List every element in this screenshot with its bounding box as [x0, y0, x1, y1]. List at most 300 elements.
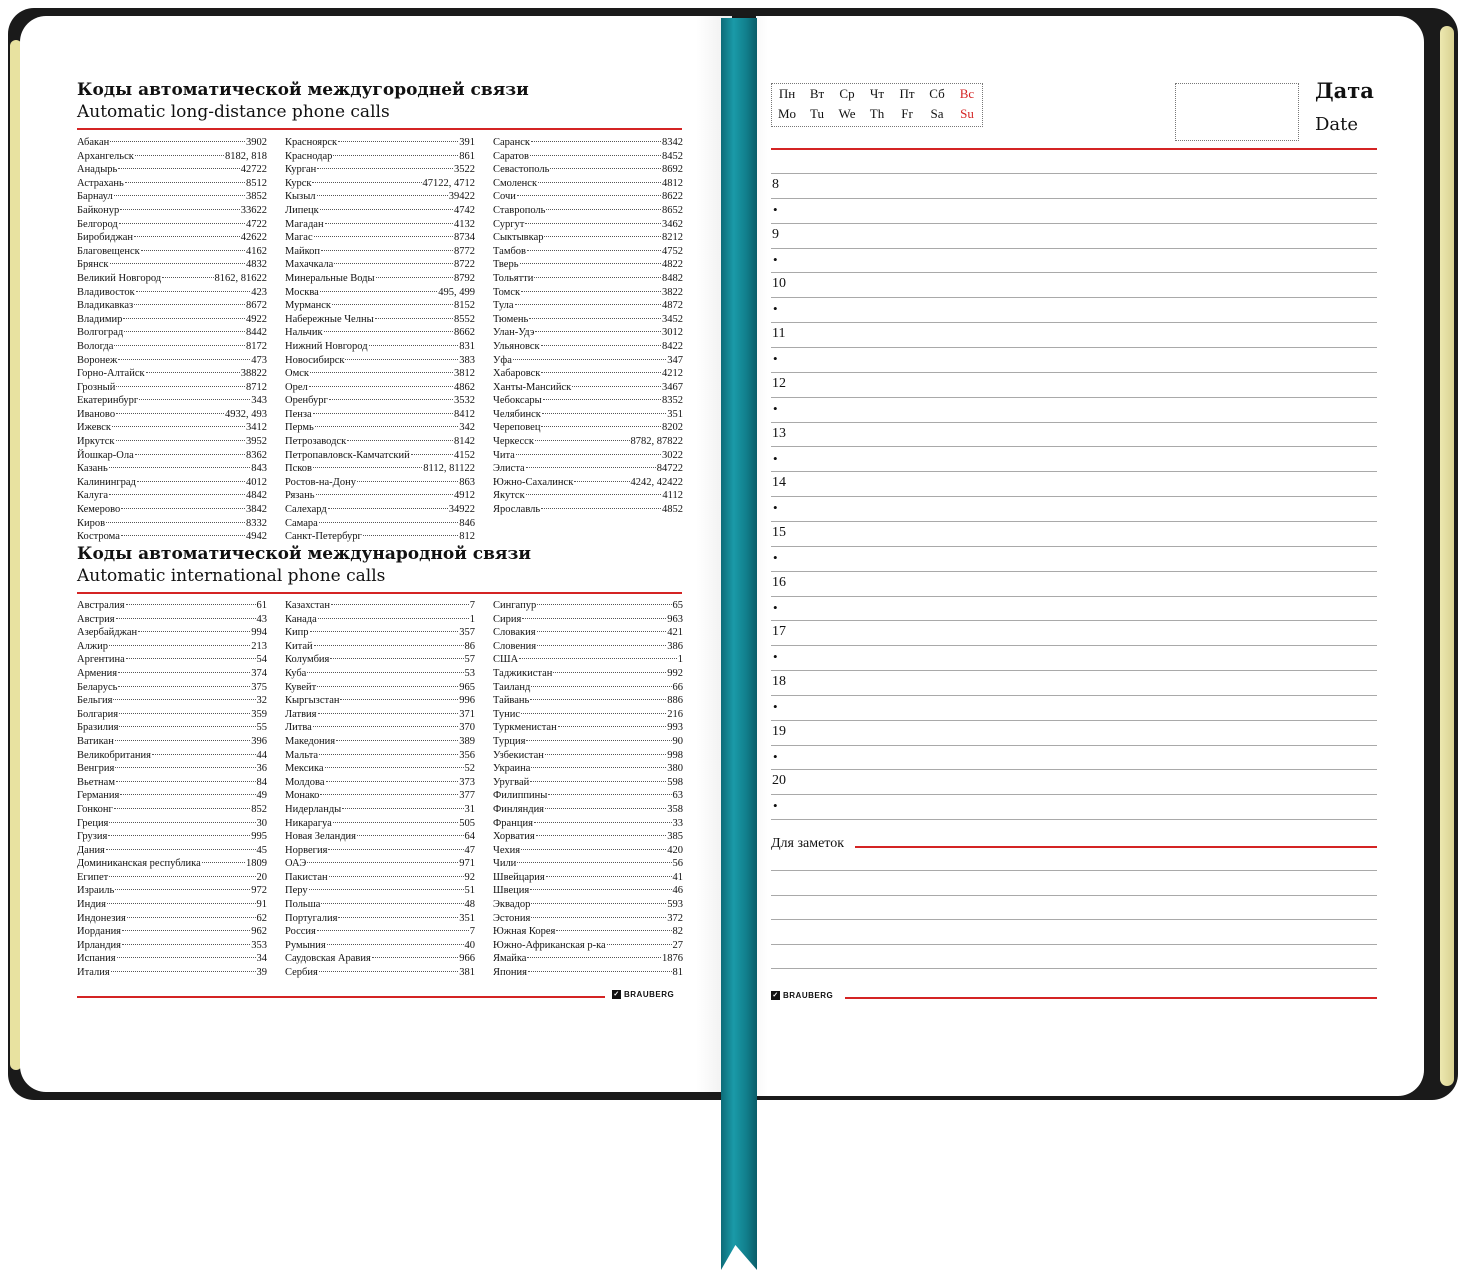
- dot-leader: [123, 318, 245, 319]
- dot-leader: [122, 944, 250, 945]
- dot-leader: [527, 957, 661, 958]
- bookmark-ribbon[interactable]: [721, 18, 757, 1270]
- code-entry: [493, 844, 683, 858]
- entry-name: Смоленск: [493, 177, 538, 189]
- dot-leader: [521, 849, 666, 850]
- dot-leader: [162, 277, 213, 278]
- code-entry: [493, 749, 683, 763]
- code-entry: [493, 503, 683, 517]
- entry-code: 8212: [662, 232, 683, 244]
- entry-name: Сирия: [493, 613, 522, 625]
- dot-leader: [328, 508, 448, 509]
- code-entry: [493, 640, 683, 654]
- entry-name: Румыния: [285, 939, 326, 951]
- entry-name: Кострома: [77, 531, 120, 543]
- dot-leader: [135, 155, 224, 156]
- code-entry: [77, 653, 267, 667]
- entry-name: Магадан: [285, 218, 324, 230]
- entry-code: 8162, 81622: [214, 272, 267, 284]
- dot-leader: [345, 359, 458, 360]
- dot-leader: [317, 686, 458, 687]
- entry-name: Россия: [285, 926, 316, 938]
- ruled-line: [771, 720, 1377, 721]
- entry-name: Пермь: [285, 422, 314, 434]
- entry-name: Минеральные Воды: [285, 272, 375, 284]
- entry-name: Магас: [285, 232, 313, 244]
- entry-code: 8342: [662, 137, 683, 148]
- entry-code: 8652: [662, 204, 683, 216]
- code-entry: [77, 489, 267, 503]
- code-entry: [77, 912, 267, 926]
- entry-name: Новосибирск: [285, 354, 345, 366]
- hour-label: 14: [772, 475, 786, 491]
- dot-leader: [318, 713, 459, 714]
- code-entry: [77, 817, 267, 831]
- entry-code: 8712: [246, 381, 267, 393]
- code-entry: [77, 789, 267, 803]
- code-entry: [285, 177, 475, 191]
- entry-code: 505: [459, 817, 475, 829]
- entry-name: Севастополь: [493, 164, 550, 176]
- code-entry: [285, 803, 475, 817]
- entry-name: Беларусь: [77, 681, 118, 693]
- code-entry: [77, 476, 267, 490]
- dot-leader: [553, 672, 666, 673]
- entry-code: 8422: [662, 340, 683, 352]
- code-entry: [77, 640, 267, 654]
- dot-leader: [538, 182, 661, 183]
- entry-name: Монако: [285, 790, 320, 802]
- entry-name: Астрахань: [77, 177, 124, 189]
- entry-name: Франция: [493, 817, 533, 829]
- code-entry: [493, 204, 683, 218]
- code-entry: [493, 150, 683, 164]
- code-entry: [77, 354, 267, 368]
- code-entry: [77, 150, 267, 164]
- long-distance-codes-column-2: [285, 136, 475, 544]
- entry-name: Болгария: [77, 708, 119, 720]
- entry-name: Сургут: [493, 218, 525, 230]
- entry-name: Петрозаводск: [285, 436, 347, 448]
- dot-leader: [116, 781, 256, 782]
- ruled-line: [771, 372, 1377, 373]
- bullet-point: •: [773, 748, 778, 764]
- dot-leader: [334, 263, 453, 264]
- code-entry: [77, 272, 267, 286]
- code-entry: [493, 476, 683, 490]
- entry-code: 356: [459, 749, 475, 761]
- code-entry: [493, 694, 683, 708]
- dot-leader: [522, 618, 666, 619]
- code-entry: [493, 681, 683, 695]
- code-entry: [285, 340, 475, 354]
- code-entry: [285, 326, 475, 340]
- entry-name: США: [493, 654, 519, 666]
- bullet-point: •: [773, 699, 778, 714]
- entry-code: 386: [667, 640, 683, 652]
- dot-leader: [340, 699, 458, 700]
- code-entry: [493, 599, 683, 613]
- right-footer-line: [845, 997, 1377, 999]
- entry-code: 994: [251, 627, 267, 639]
- dot-leader: [118, 359, 250, 360]
- entry-code: 55: [256, 722, 267, 734]
- code-entry: [77, 694, 267, 708]
- entry-code: 380: [667, 763, 683, 775]
- entry-name: Ставрополь: [493, 204, 546, 216]
- dot-leader: [375, 318, 453, 319]
- entry-code: 8182, 818: [225, 150, 267, 162]
- dot-leader: [531, 686, 671, 687]
- entry-name: Кемерово: [77, 504, 121, 516]
- code-entry: [77, 830, 267, 844]
- entry-name: Венгрия: [77, 763, 115, 775]
- code-entry: [285, 150, 475, 164]
- code-entry: [77, 163, 267, 177]
- dot-leader: [109, 822, 255, 823]
- ruled-line: [771, 596, 1377, 597]
- entry-name: Южно-Сахалинск: [493, 476, 574, 488]
- dot-leader: [328, 849, 463, 850]
- code-entry: [285, 421, 475, 435]
- bullet-point: •: [773, 549, 778, 565]
- dot-leader: [535, 331, 661, 332]
- entry-code: 8722: [454, 259, 475, 271]
- code-entry: [285, 449, 475, 463]
- brand-mark-icon: ✓: [613, 991, 620, 998]
- entry-name: Молдова: [285, 776, 325, 788]
- dot-leader: [541, 372, 661, 373]
- entry-name: Владикавказ: [77, 300, 134, 312]
- code-entry: [493, 177, 683, 191]
- dot-leader: [319, 971, 458, 972]
- entry-name: Липецк: [285, 204, 319, 216]
- entry-name: Улан-Удэ: [493, 327, 535, 339]
- entry-code: 4812: [662, 177, 683, 189]
- brand-mark-icon: ✓: [772, 992, 779, 999]
- left-footer-line: [77, 996, 605, 998]
- entry-code: 32: [256, 695, 267, 707]
- brand-name: BRAUBERG: [783, 991, 834, 1000]
- dot-leader: [317, 168, 453, 169]
- header-divider: [771, 148, 1377, 150]
- code-entry: [493, 735, 683, 749]
- entry-code: 377: [459, 790, 475, 802]
- entry-code: 42622: [240, 232, 267, 244]
- international-codes-column-2: [285, 599, 475, 980]
- dot-leader: [515, 304, 661, 305]
- dot-leader: [530, 155, 661, 156]
- entry-code: 998: [667, 749, 683, 761]
- entry-name: Великобритания: [77, 749, 151, 761]
- entry-code: 8202: [662, 422, 683, 434]
- entry-code: 8352: [662, 395, 683, 407]
- entry-code: 359: [251, 708, 267, 720]
- entry-name: Латвия: [285, 708, 317, 720]
- code-entry: [77, 190, 267, 204]
- hour-label: 8: [772, 177, 779, 192]
- dot-leader: [319, 522, 458, 523]
- entry-name: Египет: [77, 871, 109, 883]
- code-entry: [77, 231, 267, 245]
- code-entry: [493, 789, 683, 803]
- entry-code: 3462: [662, 218, 683, 230]
- right-page: [756, 16, 1424, 1096]
- entry-code: 4922: [246, 313, 267, 325]
- code-entry: [285, 354, 475, 368]
- entry-code: 420: [667, 844, 683, 856]
- code-entry: [285, 653, 475, 667]
- code-entry: [77, 721, 267, 735]
- entry-code: 63: [672, 790, 683, 802]
- weekday-mon-en: Mo: [777, 106, 797, 121]
- hour-label: 19: [772, 723, 786, 739]
- dot-leader: [114, 808, 250, 809]
- entry-code: 38822: [240, 368, 267, 380]
- entry-code: 342: [459, 422, 475, 434]
- entry-code: 8482: [662, 272, 683, 284]
- code-entry: [285, 313, 475, 327]
- entry-code: 421: [667, 627, 683, 639]
- entry-code: 84: [256, 776, 267, 788]
- entry-code: 1: [469, 613, 475, 625]
- code-entry: [285, 204, 475, 218]
- dot-leader: [330, 658, 463, 659]
- dot-leader: [519, 658, 677, 659]
- code-entry: [77, 218, 267, 232]
- weekday-mon-ru: Пн: [778, 86, 796, 101]
- brand-logo-right: [771, 991, 833, 1000]
- entry-code: 4842: [246, 490, 267, 502]
- entry-name: Сыктывкар: [493, 232, 544, 244]
- ruled-line: [771, 471, 1377, 472]
- entry-code: 358: [667, 803, 683, 815]
- entry-code: 8672: [246, 300, 267, 312]
- entry-name: Элиста: [493, 463, 525, 475]
- entry-code: 861: [459, 150, 475, 162]
- code-entry: [77, 762, 267, 776]
- entry-name: Орел: [285, 381, 308, 393]
- entry-code: 3812: [454, 368, 475, 380]
- dot-leader: [109, 467, 251, 468]
- code-entry: [77, 966, 267, 980]
- entry-code: 7: [469, 600, 475, 611]
- code-entry: [77, 857, 267, 871]
- entry-name: Майкоп: [285, 245, 321, 257]
- dot-leader: [317, 195, 448, 196]
- dot-leader: [307, 862, 458, 863]
- entry-code: 8172: [246, 340, 267, 352]
- entry-name: Таиланд: [493, 681, 531, 693]
- dot-leader: [537, 604, 671, 605]
- dot-leader: [152, 754, 256, 755]
- dot-leader: [521, 713, 666, 714]
- weekday-sat-ru: Сб: [929, 86, 945, 101]
- dot-leader: [314, 645, 464, 646]
- dot-leader: [121, 508, 245, 509]
- entry-code: 863: [459, 476, 475, 488]
- code-entry: [285, 613, 475, 627]
- entry-code: 8552: [454, 313, 475, 325]
- ruled-line: [771, 794, 1377, 795]
- notes-ruled-line: [771, 870, 1377, 871]
- entry-name: Кипр: [285, 627, 309, 639]
- code-entry: [77, 258, 267, 272]
- dot-leader: [607, 944, 672, 945]
- dot-leader: [357, 835, 464, 836]
- code-entry: [493, 966, 683, 980]
- entry-name: Кызыл: [285, 191, 316, 203]
- code-entry: [285, 286, 475, 300]
- code-entry: [77, 245, 267, 259]
- entry-name: Барнаул: [77, 191, 113, 203]
- code-entry: [493, 667, 683, 681]
- dot-leader: [324, 331, 453, 332]
- hour-label: 18: [772, 674, 786, 689]
- code-entry: [77, 204, 267, 218]
- notes-ruled-line: [771, 919, 1377, 920]
- code-entry: [77, 381, 267, 395]
- bullet-point: •: [773, 450, 778, 466]
- entry-name: Грозный: [77, 381, 116, 393]
- entry-code: 66: [672, 681, 683, 693]
- dot-leader: [331, 604, 469, 605]
- weekday-wed-en: We: [838, 106, 856, 121]
- entry-name: Мальта: [285, 749, 319, 761]
- entry-code: 1809: [246, 858, 267, 870]
- hour-label: 11: [772, 326, 786, 342]
- dot-leader: [534, 822, 672, 823]
- entry-code: 473: [251, 354, 267, 366]
- hour-label: 17: [772, 624, 786, 640]
- dot-leader: [325, 767, 464, 768]
- entry-code: 8152: [454, 300, 475, 312]
- entry-name: Аргентина: [77, 654, 125, 666]
- dot-leader: [110, 141, 245, 142]
- entry-name: Китай: [285, 640, 313, 652]
- entry-code: 33: [672, 817, 683, 829]
- entry-name: Биробиджан: [77, 232, 133, 244]
- code-entry: [77, 735, 267, 749]
- entry-code: 3852: [246, 191, 267, 203]
- entry-code: 92: [464, 871, 475, 883]
- entry-name: Екатеринбург: [77, 395, 139, 407]
- entry-name: Череповец: [493, 422, 541, 434]
- dot-leader: [517, 195, 661, 196]
- code-entry: [285, 721, 475, 735]
- entry-name: Воронеж: [77, 354, 118, 366]
- entry-code: 47122, 4712: [422, 177, 475, 189]
- entry-name: Филиппины: [493, 790, 548, 802]
- dot-leader: [312, 182, 421, 183]
- entry-name: Челябинск: [493, 408, 541, 420]
- entry-code: 351: [667, 408, 683, 420]
- code-entry: [493, 326, 683, 340]
- code-entry: [285, 776, 475, 790]
- entry-name: Норвегия: [285, 844, 328, 856]
- entry-name: Тольятти: [493, 272, 534, 284]
- bullet-point: •: [773, 649, 778, 665]
- entry-code: 45: [256, 844, 267, 856]
- dot-leader: [530, 781, 666, 782]
- entry-code: 86: [464, 640, 475, 652]
- entry-name: Ирландия: [77, 939, 122, 951]
- entry-code: 46: [672, 885, 683, 897]
- entry-name: Япония: [493, 967, 527, 979]
- entry-code: 8412: [454, 408, 475, 420]
- dot-leader: [118, 686, 250, 687]
- code-entry: [285, 435, 475, 449]
- dot-leader: [118, 168, 239, 169]
- entry-name: Йошкар-Ола: [77, 449, 134, 461]
- dot-leader: [111, 971, 256, 972]
- entry-code: 372: [667, 912, 683, 924]
- code-entry: [493, 653, 683, 667]
- entry-code: 812: [459, 531, 475, 543]
- dot-leader: [320, 794, 458, 795]
- entry-name: Новая Зеландия: [285, 831, 356, 843]
- code-entry: [285, 272, 475, 286]
- entry-code: 4242, 42422: [630, 476, 683, 488]
- dot-leader: [363, 535, 458, 536]
- dot-leader: [550, 168, 661, 169]
- code-entry: [493, 381, 683, 395]
- entry-code: 4862: [454, 381, 475, 393]
- entry-name: Псков: [285, 463, 313, 475]
- entry-code: 972: [251, 885, 267, 897]
- ruled-line: [771, 769, 1377, 770]
- entry-code: 343: [251, 395, 267, 407]
- code-entry: [77, 449, 267, 463]
- dot-leader: [376, 277, 453, 278]
- dot-leader: [357, 481, 458, 482]
- entry-name: Иваново: [77, 408, 116, 420]
- entry-name: Сочи: [493, 191, 516, 203]
- entry-code: 53: [464, 667, 475, 679]
- ruled-line: [771, 496, 1377, 497]
- dot-leader: [548, 794, 671, 795]
- ruled-line: [771, 446, 1377, 447]
- ruled-line: [771, 546, 1377, 547]
- dot-leader: [134, 236, 240, 237]
- entry-name: Ульяновск: [493, 340, 540, 352]
- entry-code: 52: [464, 763, 475, 775]
- entry-name: Чита: [493, 449, 515, 461]
- dot-leader: [545, 754, 666, 755]
- entry-code: 27: [672, 939, 683, 951]
- entry-name: Испания: [77, 953, 116, 965]
- code-entry: [77, 803, 267, 817]
- code-entry: [77, 299, 267, 313]
- section1-title-en: Automatic long-distance phone calls: [77, 102, 390, 122]
- code-entry: [285, 476, 475, 490]
- dot-leader: [320, 291, 437, 292]
- entry-code: 598: [667, 776, 683, 788]
- dot-leader: [527, 250, 661, 251]
- code-entry: [77, 884, 267, 898]
- entry-code: 962: [251, 926, 267, 938]
- entry-name: Калининград: [77, 476, 136, 488]
- code-entry: [285, 258, 475, 272]
- date-label-ru: Дата: [1315, 78, 1374, 103]
- code-entry: [285, 735, 475, 749]
- notes-ruled-line: [771, 968, 1377, 969]
- ruled-line: [771, 695, 1377, 696]
- entry-code: 3012: [662, 327, 683, 339]
- notes-ruled-line: [771, 895, 1377, 896]
- entry-name: Пакистан: [285, 871, 328, 883]
- entry-code: 371: [459, 708, 475, 720]
